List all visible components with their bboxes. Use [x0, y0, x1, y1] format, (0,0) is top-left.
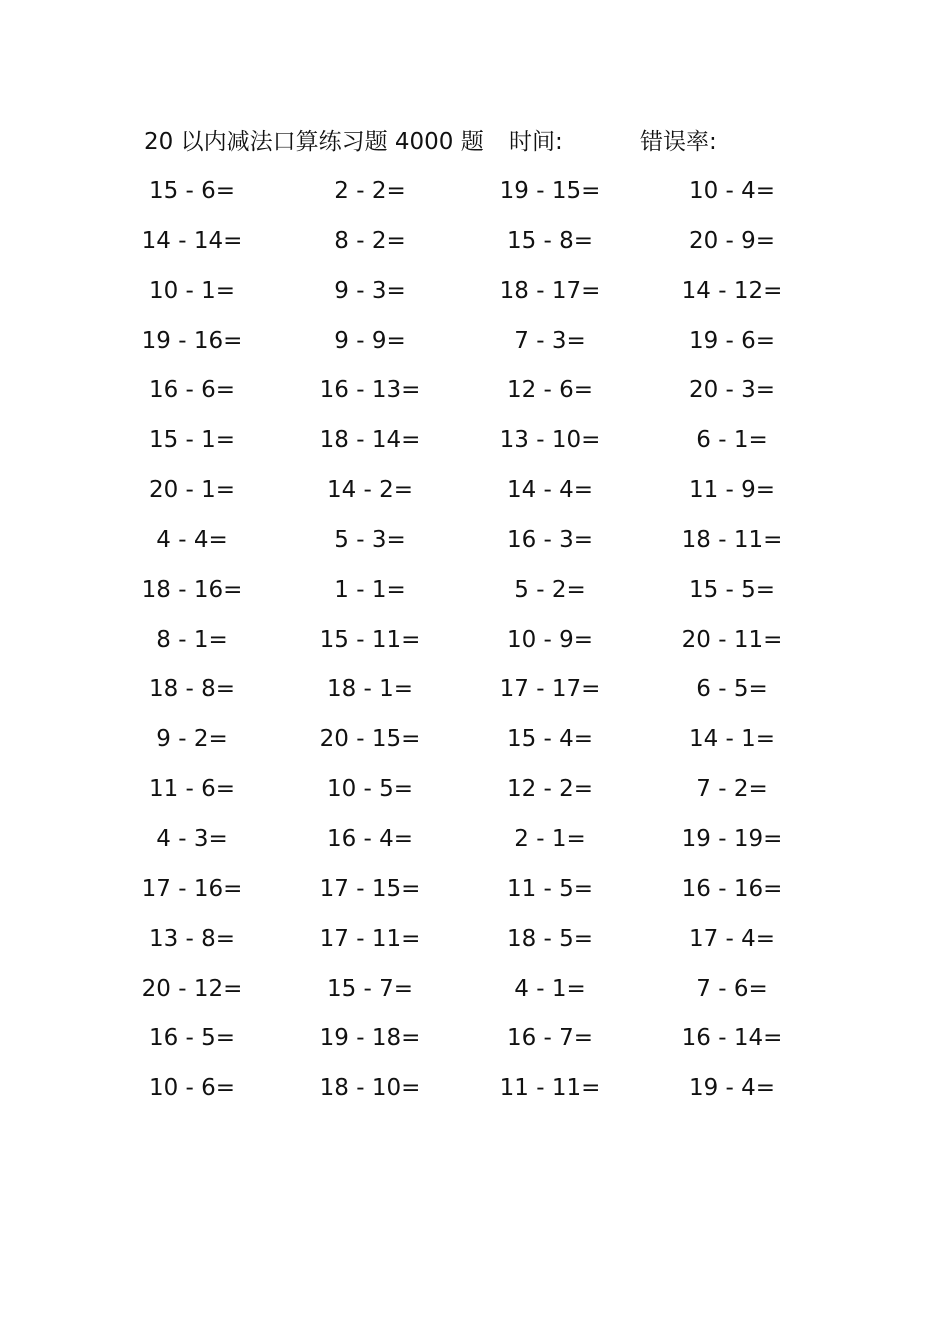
problem-item: 5 - 2=	[514, 576, 586, 603]
problem-item: 20 - 9=	[688, 227, 776, 254]
problem-item: 16 - 6=	[148, 377, 236, 404]
problem-item: 13 - 8=	[148, 925, 236, 952]
problem-item: 19 - 19=	[681, 825, 783, 852]
problem-item: 2 - 2=	[334, 178, 406, 204]
problem-item: 10 - 6=	[148, 1075, 236, 1102]
problem-item: 18 - 16=	[141, 576, 243, 603]
problem-item: 16 - 14=	[681, 1025, 783, 1052]
problem-row	[0, 819, 950, 869]
problem-item: 17 - 4=	[688, 925, 776, 952]
problem-item: 11 - 5=	[506, 875, 594, 902]
problem-item: 18 - 14=	[319, 427, 421, 454]
worksheet-header	[0, 124, 950, 160]
problem-item: 14 - 2=	[326, 477, 414, 504]
problem-item: 20 - 11=	[681, 626, 783, 653]
problem-item: 20 - 15=	[319, 726, 421, 753]
problem-item: 19 - 4=	[688, 1075, 776, 1102]
problem-row	[0, 1068, 950, 1118]
problem-item: 15 - 8=	[506, 227, 594, 254]
problem-row	[0, 769, 950, 819]
problem-item: 15 - 7=	[326, 975, 414, 1002]
problem-item: 13 - 10=	[499, 427, 601, 454]
problem-item: 12 - 2=	[506, 776, 594, 803]
problem-item: 8 - 2=	[334, 227, 406, 254]
problem-item: 15 - 5=	[688, 576, 776, 603]
problem-row	[0, 719, 950, 769]
problem-row	[0, 1018, 950, 1068]
problem-row	[0, 271, 950, 321]
error-rate-label: 错误率:	[640, 129, 717, 155]
problem-row	[0, 969, 950, 1019]
problem-grid	[0, 171, 950, 1118]
problem-item: 18 - 11=	[681, 526, 783, 553]
problem-item: 8 - 1=	[156, 626, 228, 653]
problem-item: 16 - 3=	[506, 526, 594, 553]
problem-row	[0, 570, 950, 620]
problem-item: 4 - 4=	[156, 526, 228, 553]
problem-item: 5 - 3=	[334, 526, 406, 553]
problem-item: 17 - 17=	[499, 676, 601, 703]
problem-item: 19 - 16=	[141, 327, 243, 354]
problem-item: 19 - 6=	[688, 327, 776, 354]
problem-item: 14 - 14=	[141, 227, 243, 254]
problem-row	[0, 470, 950, 520]
problem-item: 16 - 13=	[319, 377, 421, 404]
problem-row	[0, 620, 950, 670]
problem-item: 15 - 4=	[506, 726, 594, 753]
problem-item: 19 - 15=	[499, 178, 601, 204]
problem-item: 2 - 1=	[514, 825, 586, 852]
problem-item: 7 - 2=	[696, 776, 768, 803]
problem-item: 17 - 15=	[319, 875, 421, 902]
problem-item: 16 - 7=	[506, 1025, 594, 1052]
problem-item: 1 - 1=	[334, 576, 406, 603]
problem-row	[0, 321, 950, 371]
problem-row	[0, 221, 950, 271]
problem-item: 16 - 5=	[148, 1025, 236, 1052]
problem-item: 20 - 3=	[688, 377, 776, 404]
problem-item: 9 - 9=	[334, 327, 406, 354]
problem-item: 18 - 17=	[499, 277, 601, 304]
problem-item: 15 - 6=	[148, 178, 236, 204]
problem-item: 4 - 1=	[514, 975, 586, 1002]
problem-item: 14 - 1=	[688, 726, 776, 753]
problem-item: 20 - 1=	[148, 477, 236, 504]
problem-item: 18 - 1=	[326, 676, 414, 703]
problem-item: 11 - 9=	[688, 477, 776, 504]
problem-item: 18 - 10=	[319, 1075, 421, 1102]
problem-item: 11 - 6=	[148, 776, 236, 803]
problem-item: 4 - 3=	[156, 825, 228, 852]
problem-item: 14 - 12=	[681, 277, 783, 304]
problem-item: 15 - 11=	[319, 626, 421, 653]
problem-row	[0, 370, 950, 420]
time-label: 时间:	[509, 129, 563, 155]
problem-item: 10 - 5=	[326, 776, 414, 803]
problem-row	[0, 669, 950, 719]
problem-item: 10 - 4=	[688, 178, 776, 204]
problem-item: 7 - 6=	[696, 975, 768, 1002]
problem-item: 17 - 16=	[141, 875, 243, 902]
problem-item: 12 - 6=	[506, 377, 594, 404]
problem-item: 9 - 3=	[334, 277, 406, 304]
problem-item: 18 - 5=	[506, 925, 594, 952]
problem-item: 16 - 16=	[681, 875, 783, 902]
problem-row	[0, 171, 950, 221]
problem-item: 7 - 3=	[514, 327, 586, 354]
problem-item: 9 - 2=	[156, 726, 228, 753]
problem-item: 15 - 1=	[148, 427, 236, 454]
problem-item: 11 - 11=	[499, 1075, 601, 1102]
problem-item: 17 - 11=	[319, 925, 421, 952]
problem-item: 6 - 5=	[696, 676, 768, 703]
worksheet-title: 20 以内减法口算练习题 4000 题	[144, 129, 484, 155]
problem-item: 18 - 8=	[148, 676, 236, 703]
problem-row	[0, 869, 950, 919]
problem-item: 6 - 1=	[696, 427, 768, 454]
problem-row	[0, 420, 950, 470]
problem-item: 19 - 18=	[319, 1025, 421, 1052]
problem-item: 10 - 1=	[148, 277, 236, 304]
problem-row	[0, 520, 950, 570]
problem-item: 14 - 4=	[506, 477, 594, 504]
problem-row	[0, 919, 950, 969]
problem-item: 10 - 9=	[506, 626, 594, 653]
problem-item: 20 - 12=	[141, 975, 243, 1002]
problem-item: 16 - 4=	[326, 825, 414, 852]
